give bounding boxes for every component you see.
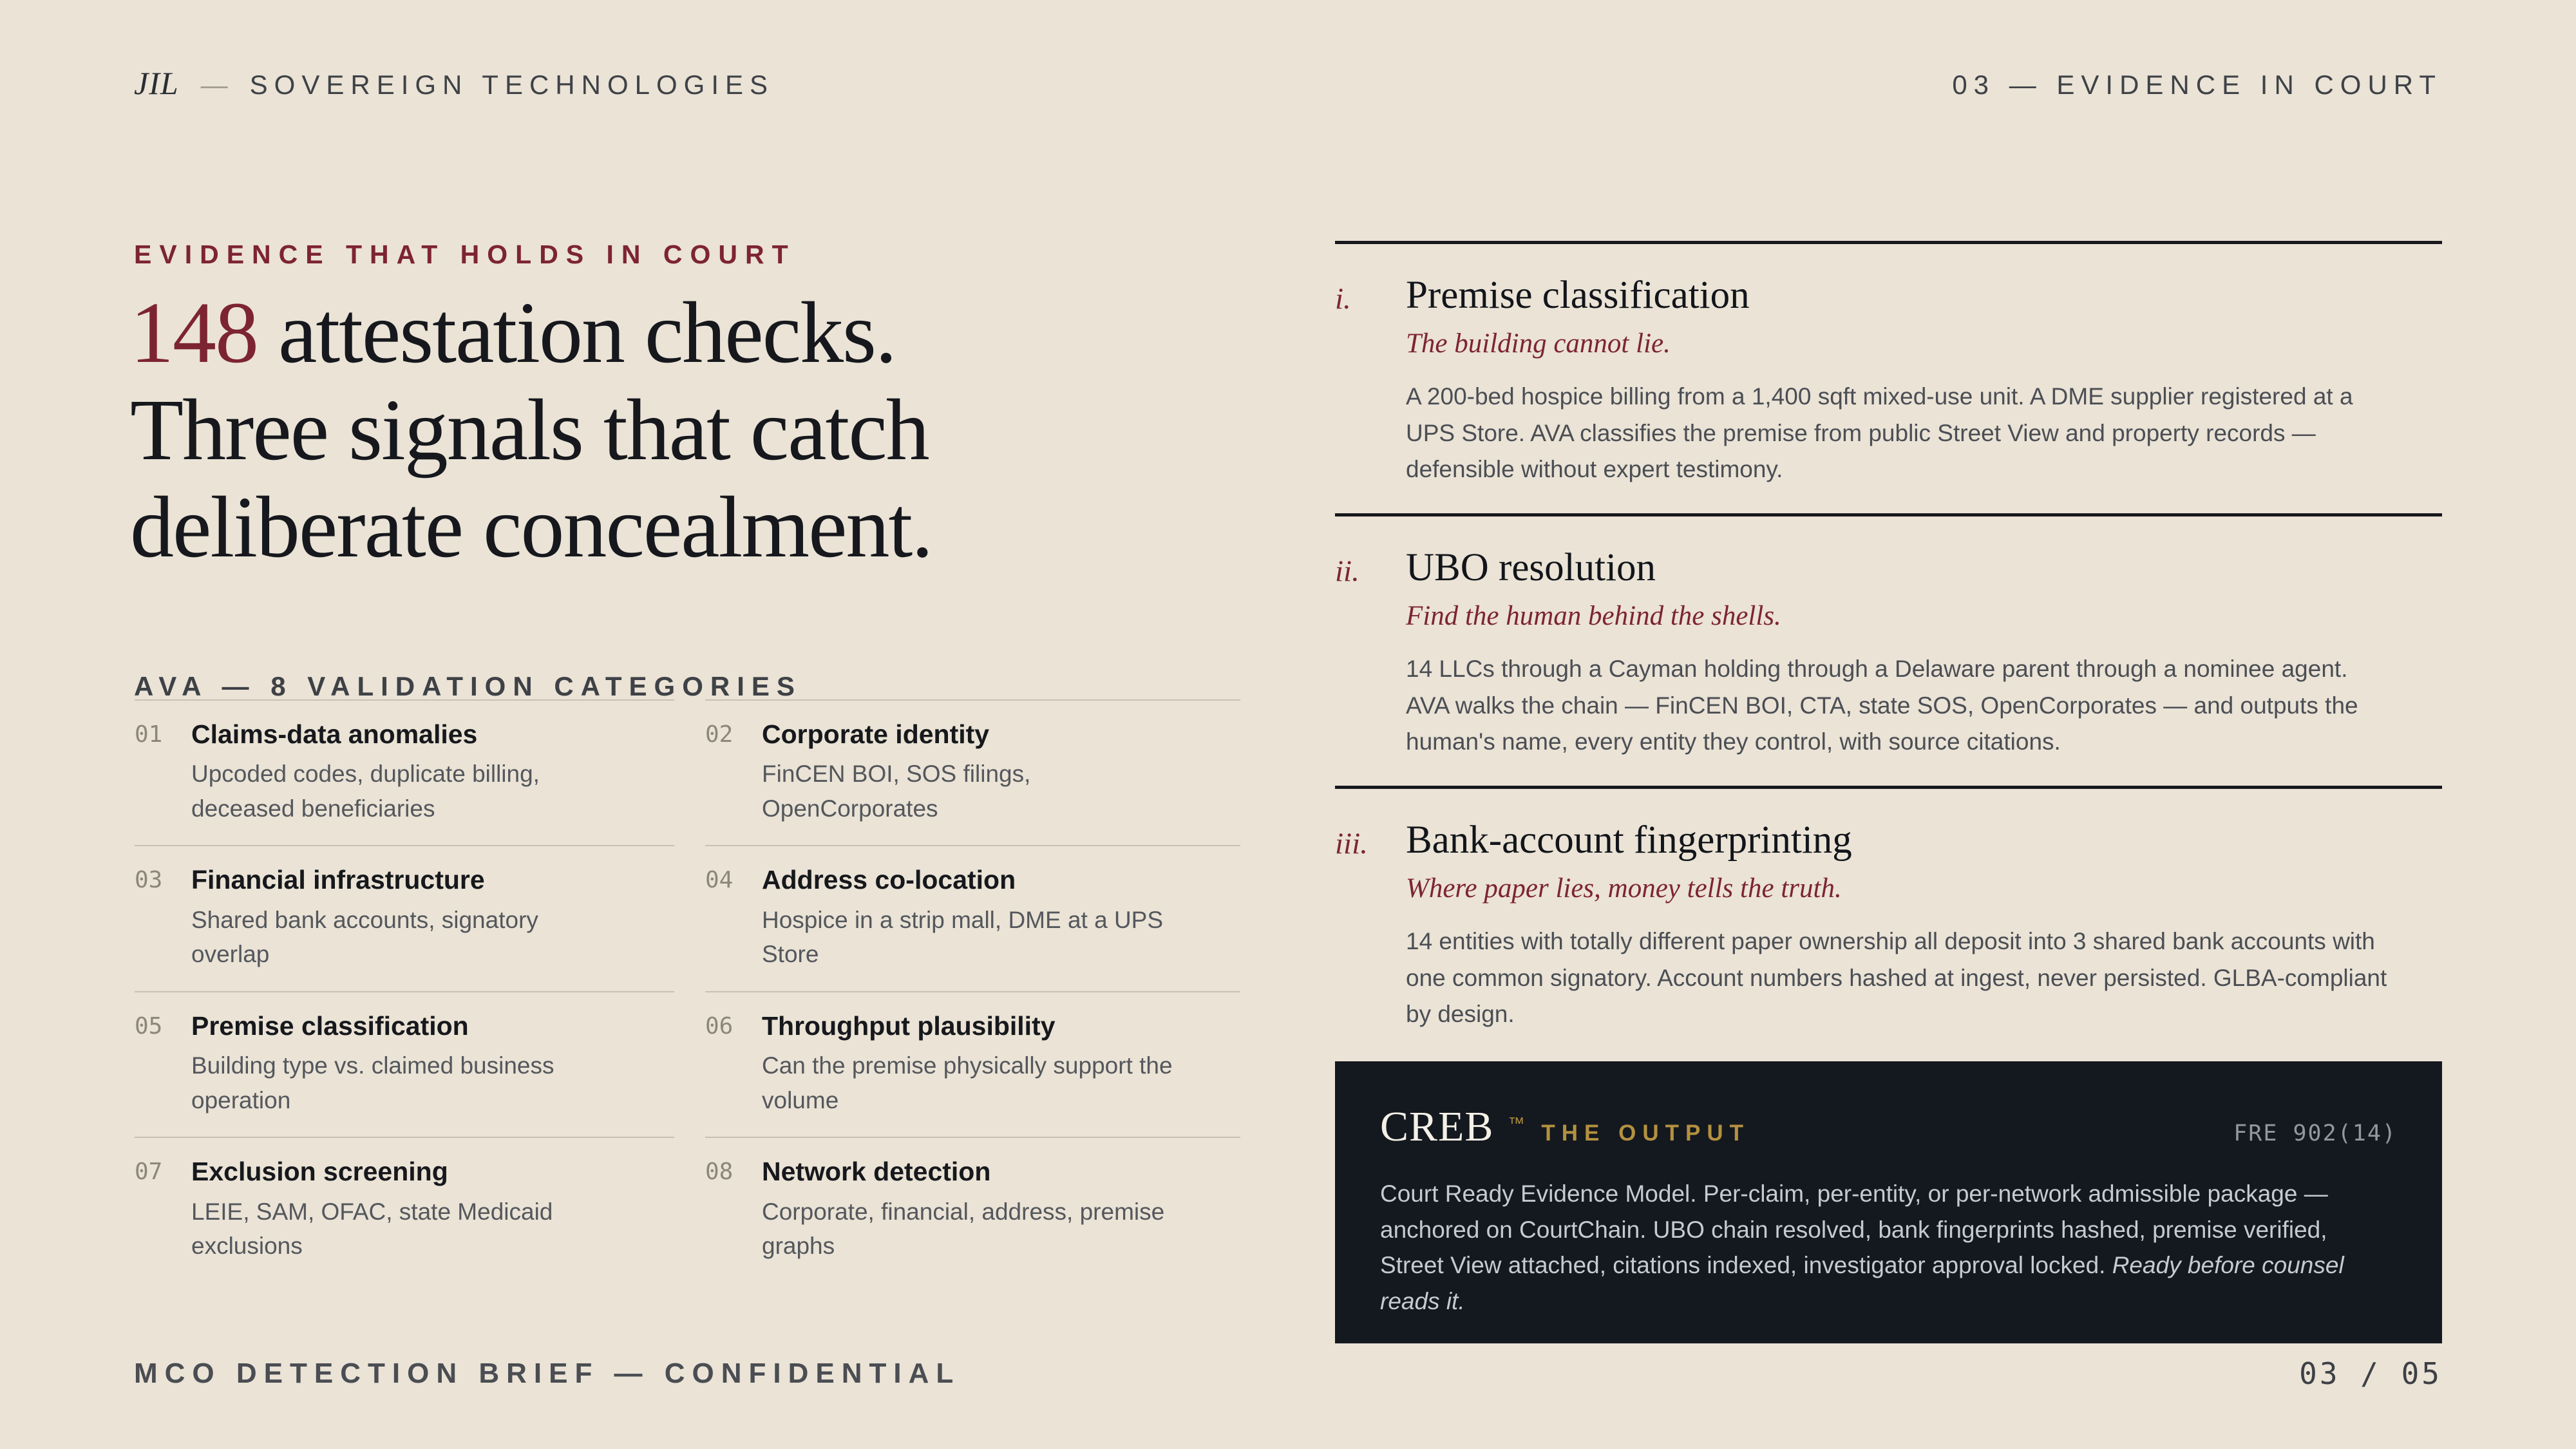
categories-grid <box>135 699 1240 1283</box>
category-number: 07 <box>135 1159 163 1186</box>
headline-highlight: 148 <box>130 285 258 381</box>
creb-body-text: Court Ready Evidence Model. Per-claim, per-entity, or per-network admissible package — anchored on CourtChain. UBO chain resolved, bank fingerprints hashed, premise verified, Street View attached, citations indexed, investigator approval locked. <box>1380 1180 2328 1278</box>
category-description: Corporate, financial, address, premise graphs <box>762 1198 1165 1260</box>
category-item-network-detection <box>705 1137 1240 1282</box>
category-number: 01 <box>135 721 163 748</box>
signal-body: A 200-bed hospice billing from a 1,400 sqft mixed-use unit. A DME supplier registered at a UPS Store. AVA classifies the premise from public Street View and property records — defensible without expert testimony. <box>1406 383 2353 482</box>
creb-label: THE OUTPUT <box>1541 1121 1750 1146</box>
category-number: 05 <box>135 1012 163 1039</box>
category-description: Upcoded codes, duplicate billing, deceased beneficiaries <box>191 761 540 822</box>
category-description: Hospice in a strip mall, DME at a UPS Store <box>762 906 1164 968</box>
brand-separator: — <box>200 70 228 100</box>
signal-content <box>1406 274 2442 488</box>
category-description: Can the premise physically support the volume <box>762 1052 1173 1113</box>
category-item-financial-infrastructure <box>135 845 674 990</box>
category-title: Financial infrastructure <box>191 865 485 895</box>
category-title: Network detection <box>762 1157 991 1187</box>
headline <box>130 285 1289 576</box>
signal-tagline: The building cannot lie. <box>1406 328 1671 359</box>
signal-tagline: Find the human behind the shells. <box>1406 601 1781 632</box>
signal-section-bank-account-fingerprinting <box>1335 786 2442 1058</box>
categories-heading: AVA — 8 VALIDATION CATEGORIES <box>134 671 802 701</box>
creb-name: CREB <box>1380 1103 1494 1150</box>
creb-body-italic: Ready before counsel reads it. <box>1380 1252 2344 1314</box>
signal-content <box>1406 546 2442 760</box>
category-title: Address co-location <box>762 865 1016 895</box>
category-item-premise-classification <box>135 991 674 1137</box>
footer-page-number: 03 / 05 <box>2299 1356 2442 1391</box>
brand-mark: JIL <box>134 65 179 101</box>
creb-body <box>1380 1176 2397 1319</box>
category-item-claims-data <box>135 699 674 845</box>
signal-numeral: ii. <box>1335 554 1359 589</box>
header-brand <box>134 64 774 102</box>
footer-confidential-label: MCO DETECTION BRIEF — CONFIDENTIAL <box>134 1358 961 1389</box>
category-title: Corporate identity <box>762 719 990 749</box>
signal-numeral: i. <box>1335 282 1351 316</box>
category-item-address-co-location <box>705 845 1240 990</box>
signal-section-ubo-resolution <box>1335 513 2442 786</box>
category-item-throughput-plausibility <box>705 991 1240 1137</box>
kicker: EVIDENCE THAT HOLDS IN COURT <box>134 240 796 269</box>
signal-tagline: Where paper lies, money tells the truth. <box>1406 873 1842 904</box>
signal-body: 14 entities with totally different paper ownership all deposit into 3 shared bank accounts with one common signatory. Account numbers hashed at ingest, never persisted. GLBA-compliant by design. <box>1406 928 2387 1027</box>
trademark-symbol: ™ <box>1508 1113 1525 1133</box>
signal-numeral: iii. <box>1335 827 1368 861</box>
category-description: Shared bank accounts, signatory overlap <box>191 906 538 968</box>
category-number: 02 <box>705 721 734 748</box>
signal-title: Bank-account fingerprinting <box>1406 819 1852 862</box>
signal-title: UBO resolution <box>1406 546 1656 590</box>
headline-line-2: Three signals that catch <box>130 381 929 478</box>
creb-rule-reference: FRE 902(14) <box>2233 1121 2397 1146</box>
category-number: 06 <box>705 1012 734 1039</box>
category-title: Throughput plausibility <box>762 1010 1056 1041</box>
headline-line-1-rest: attestation checks. <box>258 285 896 381</box>
signal-section-premise-classification <box>1335 241 2442 513</box>
signals-column <box>1335 241 2442 1058</box>
headline-line-3: deliberate concealment. <box>130 478 933 576</box>
category-description: LEIE, SAM, OFAC, state Medicaid exclusions <box>191 1198 553 1260</box>
header-section-label: 03 — EVIDENCE IN COURT <box>1952 70 2442 100</box>
category-number: 03 <box>135 867 163 894</box>
creb-output-card <box>1335 1061 2442 1343</box>
category-item-corporate-identity <box>705 699 1240 845</box>
category-number: 04 <box>705 867 734 894</box>
signal-content <box>1406 819 2442 1032</box>
brand-name: SOVEREIGN TECHNOLOGIES <box>249 70 775 100</box>
signal-title: Premise classification <box>1406 274 1750 317</box>
category-title: Exclusion screening <box>191 1157 448 1187</box>
category-title: Premise classification <box>191 1010 469 1041</box>
category-number: 08 <box>705 1159 734 1186</box>
category-title: Claims-data anomalies <box>191 719 478 749</box>
category-description: FinCEN BOI, SOS filings, OpenCorporates <box>762 761 1031 822</box>
creb-card-header <box>1380 1103 2397 1151</box>
category-item-exclusion-screening <box>135 1137 674 1282</box>
signal-body: 14 LLCs through a Cayman holding through a Delaware parent through a nominee agent. AVA walks the chain — FinCEN BOI, CTA, state SOS, OpenCorporates — and outputs the human's name, every entity they control, with source citations. <box>1406 656 2358 755</box>
headline-line-1 <box>130 285 1289 382</box>
category-description: Building type vs. claimed business operation <box>191 1052 554 1113</box>
